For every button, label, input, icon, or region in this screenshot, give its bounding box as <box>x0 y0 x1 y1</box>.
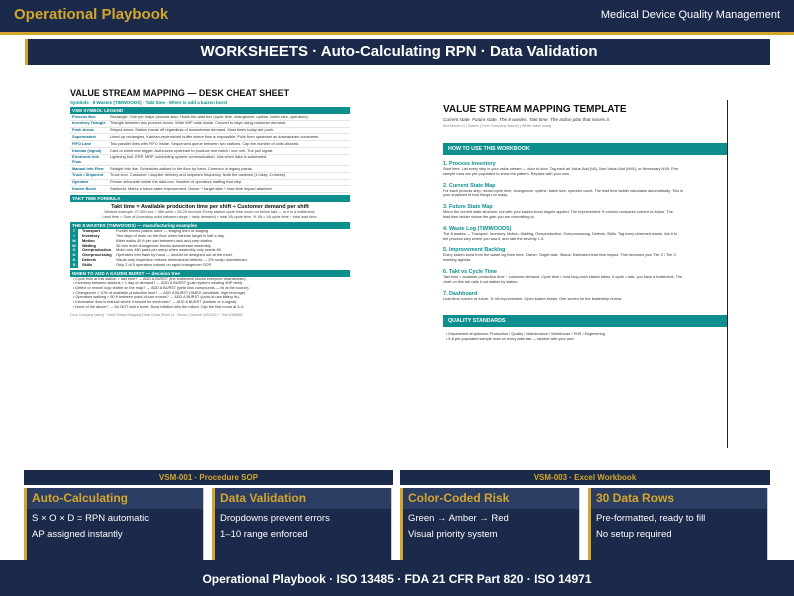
feature-card-color-coded-risk <box>400 488 580 560</box>
waste-example: Only 2 of 5 operators trained on rapid changeover SOP. <box>116 261 212 267</box>
feature-card-auto-calculating <box>24 488 204 560</box>
card-line: S × O × D = RPN automatic <box>32 513 149 524</box>
step-text: The 8 wastes — Transport, Inventory, Motion, Waiting, Overproduction, Overprocessing, Defects, Skills. Tag every observed waste, link it to <box>443 231 677 236</box>
kaizen-rule-text: Cycle time at this station > takt time? → ADD A BURST (the bottleneck blocks everyone downstream). <box>75 276 247 281</box>
card-line: Green → Amber → Red <box>408 513 509 524</box>
cheat-sheet-footer: [Your Company Name] · Value Stream Mapping Desk Cheat Sheet v1 · Brand: Charcoal #2D2D2D + Teal #008B8B <box>70 313 243 318</box>
kaizen-rule-text: Inventory between stations > 1 day of demand? → ADD A BURST (push system creating WIP debt). <box>75 281 244 286</box>
legend-row <box>70 141 350 148</box>
kaizen-rule-text: Changeover > 10% of available production time? → ADD A BURST (SMED candidate, high leverage). <box>75 290 247 295</box>
legend-row <box>70 155 350 166</box>
step-text: Takt time = available production time ÷ customer demand. Cycle time = how long each station takes. If cycle > takt, you have a bottleneck. The <box>443 274 683 279</box>
card-line: No setup required <box>596 529 672 540</box>
card-line: AP assigned instantly <box>32 529 123 540</box>
step-title: 6. Takt vs Cycle Time <box>443 268 498 275</box>
step-text: Lead time current vs future. % VA improvement. Open kaizen bursts. One screen for the leadership review. <box>443 296 623 301</box>
cheat-sheet-title: VALUE STREAM MAPPING — DESK CHEAT SHEET <box>70 88 290 98</box>
bottom-banner: Operational Playbook · ISO 13485 · FDA 21 CFR Part 820 · ISO 14971 <box>0 562 794 596</box>
legend-description: Lined-up rectangles. Kanban-replenished buffer where flow is impossible. Pulls from upstream as downstream consumes. <box>110 133 320 139</box>
workbook-step <box>443 247 728 263</box>
workbook-title: VALUE STREAM MAPPING TEMPLATE <box>443 104 627 115</box>
how-to-heading: HOW TO USE THIS WORKBOOK <box>443 143 728 155</box>
formula-note: Worked example: 27,000 sec ÷ 480 units = 56.25 sec/unit. Every station cycle time must run below takt — or it is a bottleneck. <box>104 210 316 215</box>
waste-letter: O <box>70 253 78 258</box>
headline-banner: WORKSHEETS · Auto-Calculating RPN · Data Validation <box>25 39 770 65</box>
waste-letter: O <box>70 248 78 253</box>
legend-description: Striped arrow. Station hands off regardless of downstream demand. Most times today are push. <box>110 127 275 133</box>
kaizen-rule: • Information flow is manual where it should be electronic? → ADD A BURST (kanban or e-signal). <box>73 300 238 305</box>
kaizen-rule-text: Defect or rework loop visible on the map? → ADD A BURST (yield loss compounds — fix at the source). <box>75 285 250 290</box>
workbook-tagline: Current state. Future state. The 8 wastes. Takt time. The action plan that moves it. <box>443 117 611 122</box>
sheet-edge <box>727 100 728 448</box>
legend-symbol: Supermarket <box>72 133 96 139</box>
waste-example: Visual-only inspection misses dimensional defects — 2% scrap downstream. <box>116 256 248 262</box>
legend-description: Card or electronic trigger. Authorizes upstream to produce one batch / one unit. The pull signal. <box>110 147 274 153</box>
waste-letter: T <box>70 229 78 234</box>
cheat-sheet-tagline: Symbols · 8 Wastes (TIMWOODS) · Takt time · When to add a kaizen burst <box>70 100 228 105</box>
legend-symbol: Manual Info Flow <box>72 165 104 171</box>
workbook-step <box>443 291 728 302</box>
workbook-step <box>443 269 728 285</box>
header-subtitle: Medical Device Quality Management <box>600 9 780 21</box>
top-bar <box>0 0 794 32</box>
waste-example: Mold runs 480 parts per setup when assembly only needs 60. <box>116 247 222 253</box>
waste-example: 30-min mold changeover blocks downstream assembly. <box>116 242 212 248</box>
step-text: For each process step, record cycle time, changeover, uptime, batch size, operator count. The lead time ladder calculates automatically. This is <box>443 188 683 193</box>
kaizen-rule-text: Operators walking > 50 ft between point-of-use moves? → ADD A BURST (point-of-use kitting fix). <box>75 295 240 300</box>
ribbon-excel-workbook: VSM-003 · Excel Workbook <box>400 470 770 485</box>
step-title: 4. Waste Log (TIMWOODS) <box>443 225 512 232</box>
waste-example: Two days of resin on the floor when kanban target is half a day. <box>116 232 225 238</box>
workbook-step <box>443 161 728 177</box>
card-line: Pre-formatted, ready to fill <box>596 513 706 524</box>
waste-name: Motion <box>82 237 95 243</box>
legend-description: Lightning bolt. ERP, MRP, scheduling system communication. Use when data is automated. <box>110 154 268 160</box>
waste-letter: M <box>70 239 78 244</box>
legend-description: Straight thin line. Schedules walked to the floor by hand. Common in legacy plants. <box>110 165 253 171</box>
quality-item: • 5-8 pre-populated sample rows on every data tab — replace with your own <box>446 337 574 342</box>
step-text: sample rows are pre-populated to show the pattern. Replace with your own. <box>443 171 571 176</box>
kaizen-heading: WHEN TO ADD A KAIZEN BURST — decision tree <box>70 270 350 277</box>
step-title: 7. Dashboard <box>443 290 478 297</box>
how-to-steps <box>443 161 728 301</box>
step-title: 3. Future State Map <box>443 204 493 211</box>
waste-name: Skills <box>82 261 93 267</box>
step-text: chart on this tab calls it out station by station. <box>443 279 519 284</box>
symbol-legend <box>70 114 350 193</box>
waste-letter: D <box>70 258 78 263</box>
step-text: lead time ladder shows the gain you are committing to. <box>443 214 535 219</box>
kaizen-rule: • None of the above? → Do NOT add a burst. Burst inflation kills the rollout. Cap the first round at 3–5. <box>73 304 245 309</box>
waste-example: Operators trim flash by hand — should be designed out at the mold. <box>116 252 233 258</box>
waste-name: Defects <box>82 256 97 262</box>
step-text: your snapshot of how things run today. <box>443 193 508 198</box>
gold-divider <box>0 32 794 35</box>
step-text: Mirror the current state structure, but with your kaizen-burst targets applied. The Improvement % column compares current vs future. The <box>443 210 673 215</box>
waste-letter: I <box>70 234 78 239</box>
step-text: Start here. List every step in your value stream — door to door. Tag each as Value-Add (VA), Non-Value-Add (NVA), or Necessary NVA. Five <box>443 167 679 171</box>
waste-name: Transport <box>82 228 100 234</box>
kaizen-rule-text: None of the above? → Do NOT add a burst. Burst inflation kills the rollout. Cap the first round at 3–5. <box>75 304 245 309</box>
legend-description: Starburst. Marks a future-state improvement. Owner + target date + lead time impact attached. <box>110 186 273 191</box>
quality-heading: QUALITY STANDARDS <box>443 315 728 327</box>
legend-symbol: Truck / Shipment <box>72 172 104 178</box>
formula-note: Lead time = Sum of (inventory units between steps ÷ daily demand) + total VA cycle time. % VA = VA cycle time ÷ total lead time. <box>102 215 318 220</box>
waste-example: Kitter walks 40 ft per cart between rack and prep station. <box>116 237 214 243</box>
brand-title: Operational Playbook <box>14 6 169 23</box>
step-title: 5. Improvement Backlog <box>443 247 506 254</box>
waste-row <box>70 263 350 268</box>
waste-letter: S <box>70 263 78 268</box>
waste-letter: W <box>70 244 78 249</box>
legend-symbol: Kanban (signal) <box>72 147 102 153</box>
feature-card-data-validation <box>212 488 392 560</box>
legend-row <box>70 186 350 193</box>
waste-example: Forklift moves pallets twice — staging then re-staging. <box>116 228 210 234</box>
kaizen-rule-text: Information flow is manual where it should be electronic? → ADD A BURST (kanban or e-signal). <box>75 300 238 305</box>
kaizen-rule: • Defect or rework loop visible on the map? → ADD A BURST (yield loss compounds — fix at the source). <box>73 285 250 290</box>
legend-symbol: FIFO Lane <box>72 140 92 146</box>
card-line: Dropdowns prevent errors <box>220 513 330 524</box>
quality-list <box>443 332 728 341</box>
legend-symbol: Inventory Triangle <box>72 120 106 126</box>
legend-symbol: Push Arrow <box>72 127 94 133</box>
kaizen-rule: • Cycle time at this station > takt time? → ADD A BURST (the bottleneck blocks everyone downstream). <box>73 276 247 281</box>
quality-item-text: 5-8 pre-populated sample rows on every data tab — replace with your own <box>448 337 574 342</box>
card-title: Auto-Calculating <box>27 488 203 509</box>
takt-heading: TAKT TIME FORMULA <box>70 195 350 202</box>
workbook-sheet <box>443 104 728 342</box>
card-title: Data Validation <box>215 488 391 509</box>
legend-symbol: Operator <box>72 179 89 185</box>
waste-name: Overproduction <box>82 247 112 253</box>
step-text: the process step where you saw it, and rate the severity 1-5. <box>443 236 545 241</box>
step-text: Every kaizen burst from the waste log lives here. Owner. Target date. Status. Estimated lead time impact. This becomes your Tier 2 / Tier 3 <box>443 253 676 258</box>
quality-item-text: Department dropdowns: Production / Quality / Maintenance / Warehouse / EHS / Engineering <box>448 332 605 337</box>
card-line: 1–10 range enforced <box>220 529 308 540</box>
waste-name: Waiting <box>82 242 96 248</box>
quality-item: • Department dropdowns: Production / Quality / Maintenance / Warehouse / EHS / Engineering <box>446 332 605 337</box>
kaizen-rule: • Changeover > 10% of available production time? → ADD A BURST (SMED candidate, high leverage). <box>73 290 247 295</box>
step-text: meeting agenda. <box>443 258 472 263</box>
waste-name: Overprocessing <box>82 252 112 258</box>
kaizen-rule: • Inventory between stations > 1 day of demand? → ADD A BURST (push system creating WIP debt). <box>73 281 244 286</box>
workbook-step <box>443 183 728 199</box>
workbook-meta: Workbook v1 | Brand: [Your Company Name] | White-label ready <box>443 124 552 128</box>
workbook-step <box>443 226 728 242</box>
card-title: 30 Data Rows <box>591 488 767 509</box>
legend-description: Rectangle. One per major process step. Holds the data box (cycle time, changeover, uptime, batch size, operators). <box>110 113 309 119</box>
legend-description: Two parallel lines with FIFO inside. Sequenced queue between two stations. Cap the number of units allowed. <box>110 140 300 146</box>
feature-card-data-rows <box>588 488 768 560</box>
cheat-sheet <box>70 88 350 317</box>
waste-name: Inventory <box>82 232 100 238</box>
kaizen-rule: • Operators walking > 50 ft between point-of-use moves? → ADD A BURST (point-of-use kitting fix). <box>73 295 240 300</box>
wastes-table <box>70 229 350 267</box>
legend-symbol: Kaizen Burst <box>72 186 96 191</box>
step-title: 1. Process Inventory <box>443 161 496 167</box>
card-title: Color-Coded Risk <box>403 488 579 509</box>
workbook-step <box>443 204 728 220</box>
legend-description: Truck icon. Customer / supplier delivery and shipment frequency. Note the cadence (1×/day, 2×/week). <box>110 172 287 178</box>
legend-heading: VSM SYMBOL LEGEND <box>70 107 350 114</box>
takt-formula: Takt time = Available production time per shift ÷ Customer demand per shift <box>111 204 309 211</box>
ribbon-procedure-sop: VSM-001 · Procedure SOP <box>24 470 393 485</box>
wastes-heading: THE 8 WASTES (TIMWOODS) — manufacturing examples <box>70 222 350 229</box>
legend-symbol: Electronic Info Flow <box>72 154 100 164</box>
legend-description: Triangle between two process boxes. Write WIP units inside. Convert to days using customer demand. <box>110 120 287 126</box>
card-line: Visual priority system <box>408 529 498 540</box>
step-title: 2. Current State Map <box>443 182 496 189</box>
legend-description: Person silhouette inside the data box. Number of operators staffing that step. <box>110 179 243 185</box>
kaizen-decision-list <box>70 277 350 310</box>
legend-symbol: Process Box <box>72 113 96 119</box>
